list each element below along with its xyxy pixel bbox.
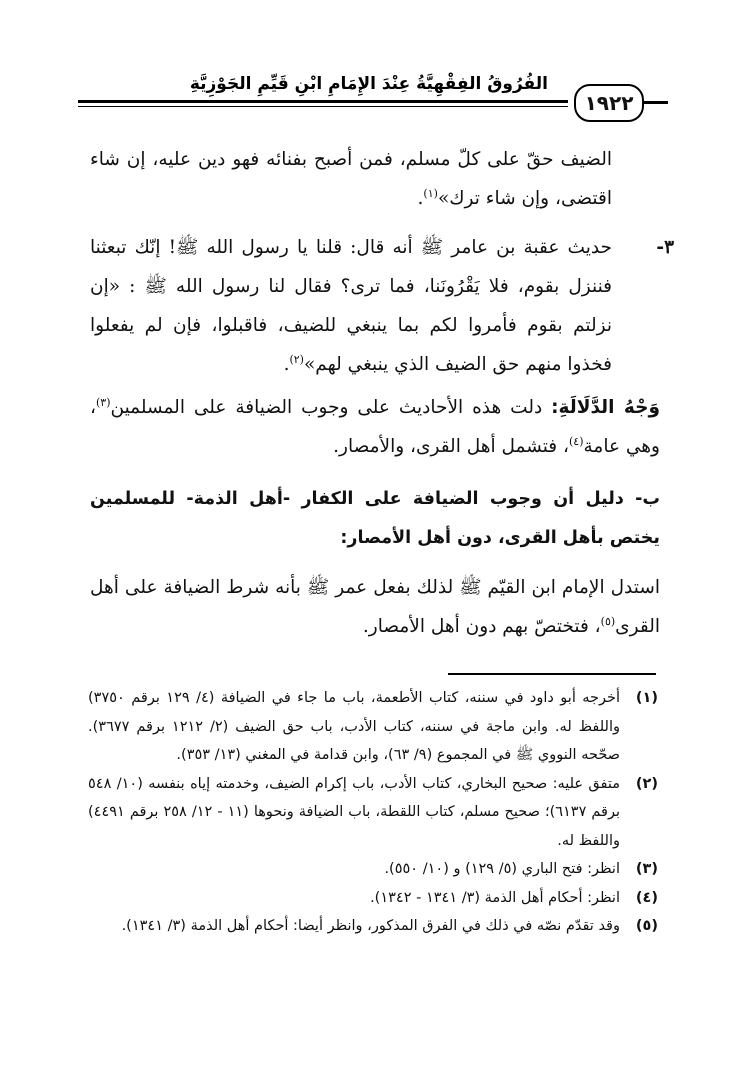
footnote-ref-2: (٢) bbox=[289, 352, 304, 366]
footnote-text: أخرجه أبو داود في سننه، كتاب الأطعمة، باب ما جاء في الضيافة (٤/ ١٢٩ برقم ٣٧٥٠) واللفظ له. وابن ماجة في سننه، كتاب الأدب، باب حق الضيف (٢/ ١٢١٢ برقم ٣٦٧٧). صحّحه النووي ﷺ في المجموع (٩/ ٦٣)، وابن قدامة في المغني (١٣/ ٣٥٣). bbox=[88, 690, 620, 763]
item-number: ٣- bbox=[656, 237, 674, 258]
footnote-ref-3: (٣) bbox=[95, 395, 111, 409]
footnote-number: (٥) bbox=[635, 918, 658, 934]
p5-text-b: ، فتختصّ بهم دون أهل الأمصار. bbox=[362, 616, 601, 637]
footnote bbox=[88, 884, 658, 913]
footnote-ref-4: (٤) bbox=[568, 434, 584, 448]
footnote bbox=[88, 770, 658, 856]
footnote-ref-5: (٥) bbox=[600, 614, 616, 628]
p2-end: . bbox=[283, 354, 290, 375]
footnote-ref-1: (١) bbox=[423, 186, 438, 200]
p2-text: حديث عقبة بن عامر ﷺ أنه قال: قلنا يا رسول الله ﷺ! إنّك تبعثنا فننزل بقوم، فلا يَقْرُونَنا، فما ترى؟ فقال لنا رسول الله ﷺ : «إن نزلتم بقوم فأمروا لكم بما ينبغي للضيف، فاقبلوا، فإن لم يفعلوا فخذوا منهم حق الضيف الذي ينبغي لهم» bbox=[90, 237, 612, 375]
page-number-badge bbox=[574, 84, 644, 122]
footnote-text: انظر: أحكام أهل الذمة (٣/ ١٣٤١ - ١٣٤٢). bbox=[370, 889, 620, 906]
p3-text-b: ، وهي عامة bbox=[90, 397, 660, 457]
footnote bbox=[88, 684, 658, 770]
footnote-number: (٣) bbox=[635, 861, 658, 877]
footnote-text: انظر: فتح الباري (٥/ ١٢٩) و (١٠/ ٥٥٠). bbox=[384, 861, 620, 877]
paragraph-ibn-qayyim bbox=[90, 568, 660, 646]
p5-text-a: استدل الإمام ابن القيّم ﷺ لذلك بفعل عمر ﷺ بأنه شرط الضيافة على أهل القرى bbox=[90, 577, 660, 637]
section-heading-b: ب- دليل أن وجوب الضيافة على الكفار -أهل الذمة- للمسلمين يختص بأهل القرى، دون أهل الأمصار: bbox=[90, 489, 660, 548]
footnote-separator bbox=[448, 673, 656, 675]
paragraph-hadith-continuation bbox=[90, 140, 660, 218]
footnote-text: وقد تقدّم نصّه في ذلك في الفرق المذكور، وانظر أيضا: أحكام أهل الذمة (٣/ ١٣٤١). bbox=[121, 918, 620, 934]
evidence-heading: وَجْهُ الدَّلَالَةِ: bbox=[551, 397, 660, 418]
header-rule-thin bbox=[78, 106, 568, 107]
p3-text-c: ، فتشمل أهل القرى، والأمصار. bbox=[333, 436, 569, 457]
page-header bbox=[78, 68, 666, 122]
paragraph-evidence bbox=[90, 388, 660, 466]
footnote-number: (١) bbox=[635, 690, 658, 706]
paragraph-hadith-uqba bbox=[90, 228, 674, 384]
footnotes bbox=[88, 684, 658, 941]
header-rule bbox=[78, 100, 568, 103]
p1-text: الضيف حقّ على كلّ مسلم، فمن أصبح بفنائه فهو دين عليه، إن شاء اقتضى، وإن شاء ترك» bbox=[90, 149, 612, 209]
badge-tail-rule bbox=[644, 101, 668, 104]
footnote bbox=[88, 855, 658, 884]
footnote-text: متفق عليه: صحيح البخاري، كتاب الأدب، باب إكرام الضيف، وخدمته إياه بنفسه (١٠/ ٥٤٨ برقم ٦١٣٧)؛ صحيح مسلم، كتاب اللقطة، باب الضيافة ونحوها (١١ - ١٢/ ٢٥٨ برقم ٤٤٩١) واللفظ له. bbox=[88, 775, 621, 849]
page-number: ١٩٢٢ bbox=[584, 91, 634, 115]
footnote-number: (٤) bbox=[635, 889, 658, 906]
footnote-number: (٢) bbox=[635, 775, 658, 792]
footnote bbox=[88, 912, 658, 941]
p3-text-a: دلت هذه الأحاديث على وجوب الضيافة على المسلمين bbox=[110, 397, 552, 418]
p1-end: . bbox=[417, 188, 424, 209]
running-title: الفُرُوقُ الفِقْهِيَّةُ عِنْدَ الإِمَامِ ابْنِ قَيِّمِ الجَوْزِيَّةِ bbox=[189, 74, 548, 94]
